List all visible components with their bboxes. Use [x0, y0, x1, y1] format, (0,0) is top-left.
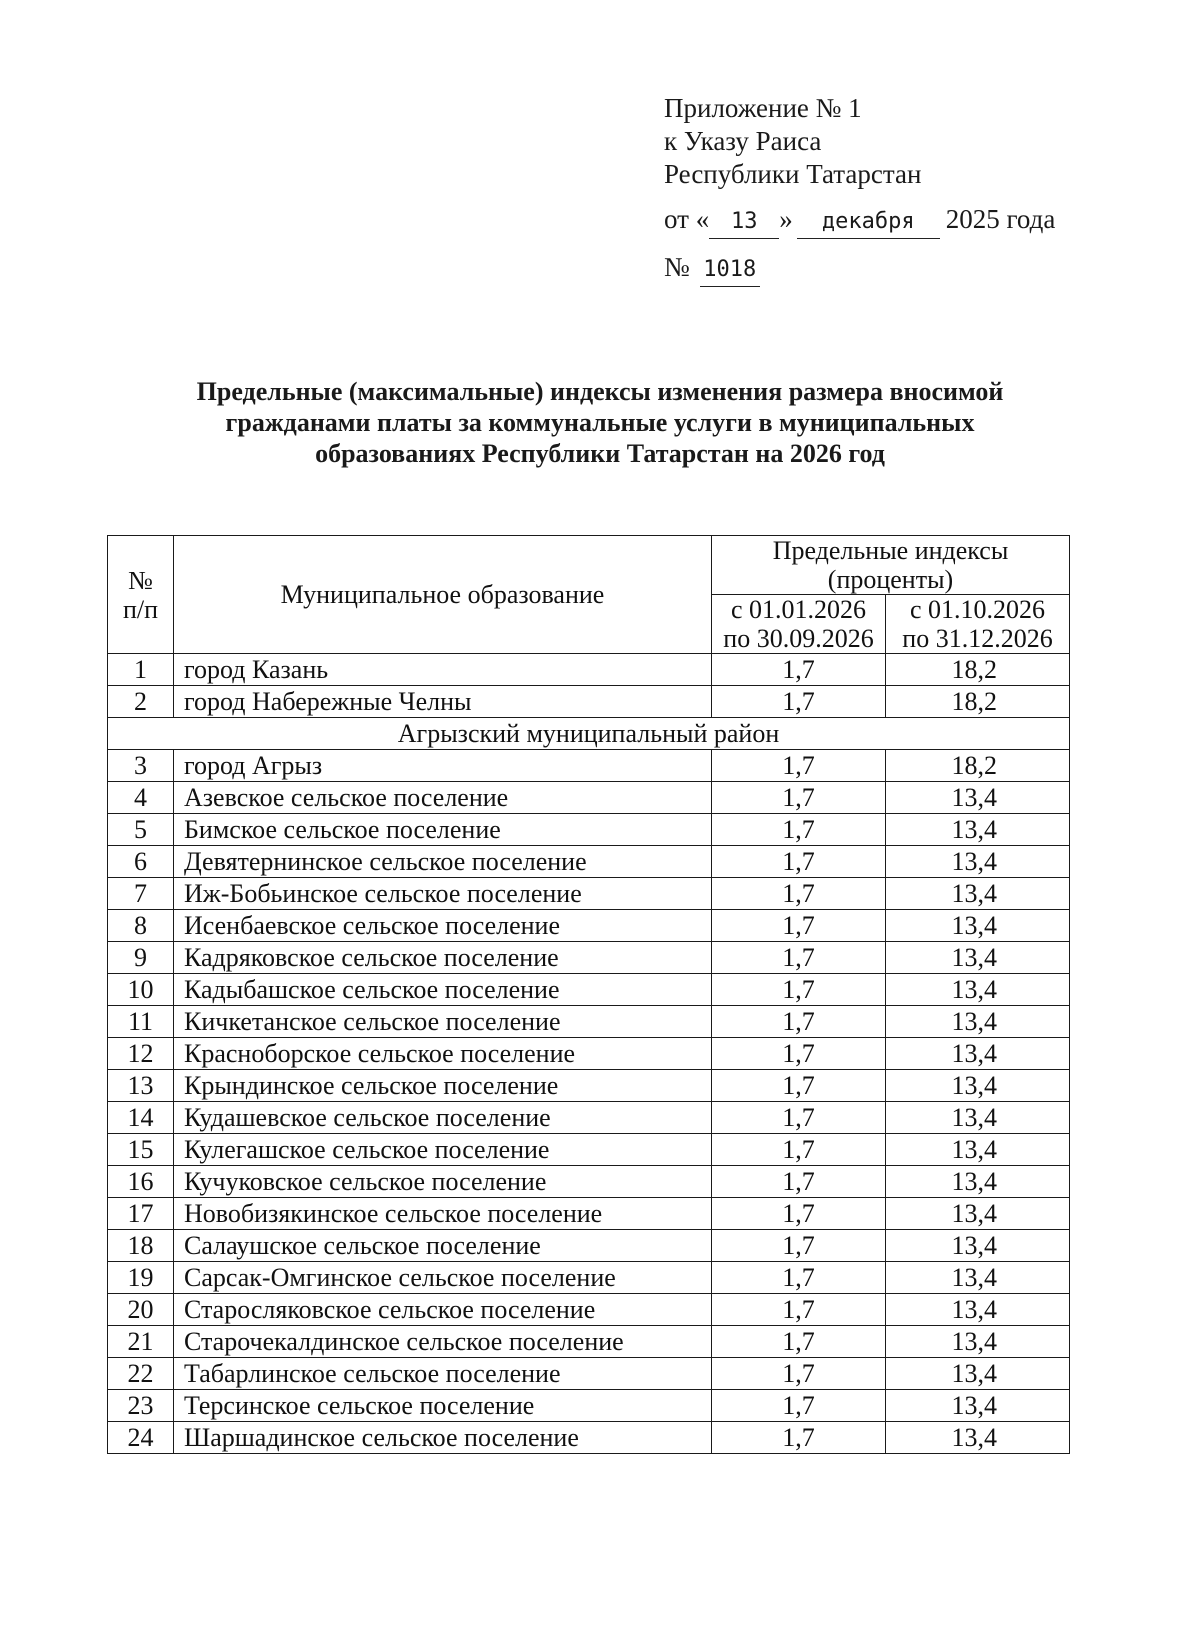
index-period-1: 1,7 — [712, 878, 886, 910]
date-day: 13 — [709, 205, 779, 239]
index-period-1: 1,7 — [712, 1326, 886, 1358]
table-row — [108, 654, 1070, 686]
index-period-1: 1,7 — [712, 1134, 886, 1166]
index-period-2: 13,4 — [886, 1422, 1070, 1454]
table-row — [108, 1230, 1070, 1262]
group-row — [108, 718, 1070, 750]
municipality-name: город Казань — [174, 654, 712, 686]
table-row — [108, 974, 1070, 1006]
row-number: 11 — [108, 1006, 174, 1038]
column-header-period-2: с 01.10.2026 по 31.12.2026 — [886, 595, 1070, 654]
table-row — [108, 1006, 1070, 1038]
index-period-1: 1,7 — [712, 1166, 886, 1198]
row-number: 2 — [108, 686, 174, 718]
municipality-name: Кадряковское сельское поселение — [174, 942, 712, 974]
municipality-name: Красноборское сельское поселение — [174, 1038, 712, 1070]
row-number: 5 — [108, 814, 174, 846]
row-number: 3 — [108, 750, 174, 782]
municipality-name: Девятернинское сельское поселение — [174, 846, 712, 878]
table-row — [108, 1326, 1070, 1358]
index-period-2: 18,2 — [886, 750, 1070, 782]
column-header-number: № п/п — [108, 536, 174, 654]
index-period-2: 13,4 — [886, 1358, 1070, 1390]
table-row — [108, 878, 1070, 910]
row-number: 6 — [108, 846, 174, 878]
row-number: 4 — [108, 782, 174, 814]
index-period-2: 13,4 — [886, 1134, 1070, 1166]
index-period-2: 13,4 — [886, 782, 1070, 814]
number-prefix: № — [664, 252, 690, 282]
municipality-name: Терсинское сельское поселение — [174, 1390, 712, 1422]
column-header-indexes: Предельные индексы (проценты) — [712, 536, 1070, 595]
table-row — [108, 814, 1070, 846]
decree-label: к Указу Раиса — [664, 126, 822, 156]
row-number: 21 — [108, 1326, 174, 1358]
row-number: 15 — [108, 1134, 174, 1166]
table-row — [108, 1070, 1070, 1102]
republic-label: Республики Татарстан — [664, 159, 922, 189]
row-number: 8 — [108, 910, 174, 942]
table-row — [108, 1198, 1070, 1230]
row-number: 23 — [108, 1390, 174, 1422]
index-period-2: 13,4 — [886, 974, 1070, 1006]
index-period-1: 1,7 — [712, 942, 886, 974]
row-number: 16 — [108, 1166, 174, 1198]
index-period-2: 13,4 — [886, 910, 1070, 942]
index-period-1: 1,7 — [712, 782, 886, 814]
municipality-name: Бимское сельское поселение — [174, 814, 712, 846]
table-row — [108, 782, 1070, 814]
table-row — [108, 1390, 1070, 1422]
municipality-name: Иж-Бобьинское сельское поселение — [174, 878, 712, 910]
table-row — [108, 686, 1070, 718]
table-body-district — [108, 750, 1070, 1454]
municipality-name: Кудашевское сельское поселение — [174, 1102, 712, 1134]
municipality-name: Новобизякинское сельское поселение — [174, 1198, 712, 1230]
index-period-1: 1,7 — [712, 1390, 886, 1422]
index-period-2: 18,2 — [886, 654, 1070, 686]
title-line: Предельные (максимальные) индексы изменения размера вносимой — [196, 377, 1004, 406]
row-number: 14 — [108, 1102, 174, 1134]
row-number: 20 — [108, 1294, 174, 1326]
column-header-municipality: Муниципальное образование — [174, 536, 712, 654]
decree-date — [664, 203, 1055, 239]
group-title: Агрызский муниципальный район — [108, 718, 1070, 750]
table-body-cities — [108, 654, 1070, 718]
index-period-2: 13,4 — [886, 1166, 1070, 1198]
municipality-name: Азевское сельское поселение — [174, 782, 712, 814]
indexes-table — [107, 535, 1070, 1454]
row-number: 1 — [108, 654, 174, 686]
municipality-name: город Агрыз — [174, 750, 712, 782]
index-period-1: 1,7 — [712, 1006, 886, 1038]
appendix-label: Приложение № 1 — [664, 93, 862, 123]
table-row — [108, 1166, 1070, 1198]
index-period-2: 13,4 — [886, 1294, 1070, 1326]
row-number: 19 — [108, 1262, 174, 1294]
index-period-2: 13,4 — [886, 1326, 1070, 1358]
decree-number: 1018 — [700, 253, 760, 287]
index-period-2: 13,4 — [886, 942, 1070, 974]
date-prefix: от « — [664, 204, 710, 234]
decree-number-line — [664, 251, 1055, 287]
table-row — [108, 750, 1070, 782]
index-period-2: 13,4 — [886, 1070, 1070, 1102]
index-period-2: 13,4 — [886, 1198, 1070, 1230]
row-number: 10 — [108, 974, 174, 1006]
municipality-name: Шаршадинское сельское поселение — [174, 1422, 712, 1454]
municipality-name: Салаушское сельское поселение — [174, 1230, 712, 1262]
municipality-name: Старосляковское сельское поселение — [174, 1294, 712, 1326]
table-row — [108, 1038, 1070, 1070]
index-period-1: 1,7 — [712, 910, 886, 942]
index-period-1: 1,7 — [712, 814, 886, 846]
table-row — [108, 1294, 1070, 1326]
index-period-2: 18,2 — [886, 686, 1070, 718]
index-period-2: 13,4 — [886, 846, 1070, 878]
row-number: 12 — [108, 1038, 174, 1070]
index-period-1: 1,7 — [712, 1038, 886, 1070]
index-period-1: 1,7 — [712, 1422, 886, 1454]
municipality-name: Старочекалдинское сельское поселение — [174, 1326, 712, 1358]
index-period-1: 1,7 — [712, 1358, 886, 1390]
municipality-name: Кичкетанское сельское поселение — [174, 1006, 712, 1038]
municipality-name: Кулегашское сельское поселение — [174, 1134, 712, 1166]
document-title — [100, 376, 1100, 469]
table-row — [108, 846, 1070, 878]
index-period-1: 1,7 — [712, 750, 886, 782]
municipality-name: город Набережные Челны — [174, 686, 712, 718]
municipality-name: Кадыбашское сельское поселение — [174, 974, 712, 1006]
title-line: образованиях Республики Татарстан на 2026 год — [315, 439, 885, 468]
table-group-header — [108, 718, 1070, 750]
table-row — [108, 1262, 1070, 1294]
index-period-2: 13,4 — [886, 878, 1070, 910]
row-number: 18 — [108, 1230, 174, 1262]
table-row — [108, 1102, 1070, 1134]
index-period-1: 1,7 — [712, 1262, 886, 1294]
table-row — [108, 910, 1070, 942]
municipality-name: Сарсак-Омгинское сельское поселение — [174, 1262, 712, 1294]
table-row — [108, 1358, 1070, 1390]
index-period-1: 1,7 — [712, 1294, 886, 1326]
index-period-2: 13,4 — [886, 1102, 1070, 1134]
index-period-1: 1,7 — [712, 654, 886, 686]
index-period-2: 13,4 — [886, 1262, 1070, 1294]
row-number: 24 — [108, 1422, 174, 1454]
index-period-2: 13,4 — [886, 1038, 1070, 1070]
row-number: 22 — [108, 1358, 174, 1390]
municipality-name: Исенбаевское сельское поселение — [174, 910, 712, 942]
index-period-1: 1,7 — [712, 1198, 886, 1230]
column-header-period-1: с 01.01.2026 по 30.09.2026 — [712, 595, 886, 654]
decree-reference-block — [664, 92, 1055, 287]
title-line: гражданами платы за коммунальные услуги в муниципальных — [225, 408, 975, 437]
row-number: 9 — [108, 942, 174, 974]
municipality-name: Кучуковское сельское поселение — [174, 1166, 712, 1198]
index-period-1: 1,7 — [712, 846, 886, 878]
index-period-1: 1,7 — [712, 686, 886, 718]
index-period-2: 13,4 — [886, 814, 1070, 846]
index-period-1: 1,7 — [712, 974, 886, 1006]
index-period-2: 13,4 — [886, 1230, 1070, 1262]
index-period-2: 13,4 — [886, 1006, 1070, 1038]
row-number: 17 — [108, 1198, 174, 1230]
table-row — [108, 942, 1070, 974]
row-number: 13 — [108, 1070, 174, 1102]
table-row — [108, 1134, 1070, 1166]
municipality-name: Табарлинское сельское поселение — [174, 1358, 712, 1390]
date-mid: » — [779, 204, 793, 234]
index-period-1: 1,7 — [712, 1102, 886, 1134]
index-period-2: 13,4 — [886, 1390, 1070, 1422]
date-month: декабря — [797, 205, 940, 239]
row-number: 7 — [108, 878, 174, 910]
index-period-1: 1,7 — [712, 1230, 886, 1262]
date-year: 2025 года — [945, 204, 1056, 234]
index-period-1: 1,7 — [712, 1070, 886, 1102]
table-row — [108, 1422, 1070, 1454]
municipality-name: Крындинское сельское поселение — [174, 1070, 712, 1102]
